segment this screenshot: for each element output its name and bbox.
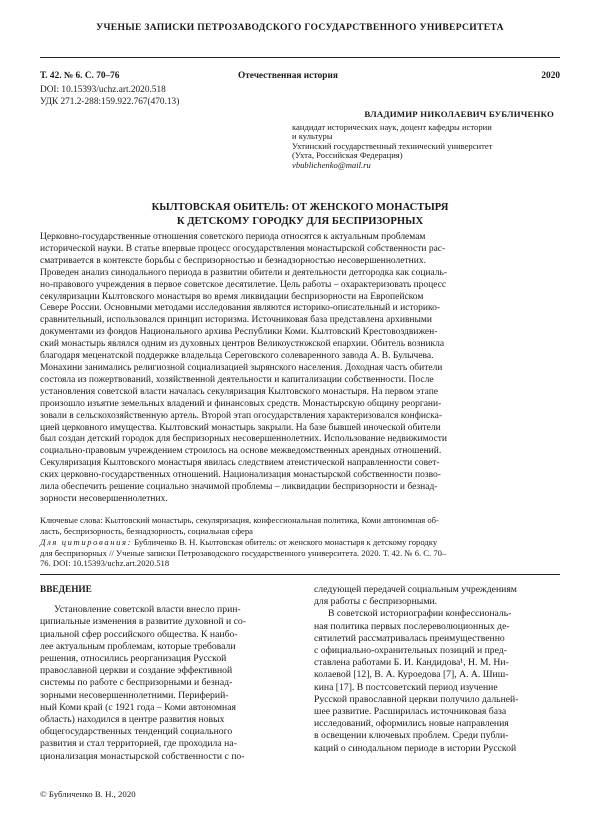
abstract-line: секуляризации Кылтовского монастыря во время ликвидации беспризорности на Европейском — [40, 291, 424, 302]
paragraph-line: лее актуальным проблемам, которые требовали — [40, 640, 236, 652]
abstract-line: зорности несовершеннолетних. — [40, 493, 168, 504]
abstract-line: исторической науки. В статье впервые процесс огосударствления монастырской собственности рас- — [40, 243, 446, 254]
paragraph-line: колаевой [12], В. А. Куроедова [7], А. А. Шиш- — [314, 669, 509, 681]
section-heading: ВВЕДЕНИЕ — [40, 585, 92, 595]
abstract-line: был создан детский городок для беспризорных несовершеннолетних. Использование недвижимости — [40, 434, 448, 445]
citation-text: Бубличенко В. Н. Кылтовская обитель: от женского монастыря к детскому городку — [132, 537, 438, 547]
affiliation-line: (Ухта, Российская Федерация) — [292, 150, 403, 161]
udk: УДК 271.2-288:159.922.767(470.13) — [40, 97, 180, 107]
abstract-line: цией церковного имущества. Кылтовский монастырь закрыли. На базе бывшей иноческой обители — [40, 422, 441, 433]
paragraph-line: ципиальные изменения в развитие духовной и со- — [40, 616, 246, 628]
paragraph-line: ставлена работами Б. И. Кандидова¹, Н. М. Ни- — [314, 657, 509, 669]
paragraph-line: ционализация монастырской собственности с по- — [40, 750, 245, 762]
paragraph-line: исследований, оформились новые направления — [314, 718, 509, 730]
abstract-line: но-правового учреждения в первое советское десятилетие. Цель работы – охарактеризовать процесс — [40, 279, 447, 290]
paragraph-line: для работы с беспризорными. — [314, 596, 438, 608]
citation-text: для беспризорных // Ученые записки Петрозаводского государственного университета. 2020. Т. 42. № 6. С. 70– — [40, 547, 447, 558]
volume-info: Т. 42. № 6. С. 70–76 — [40, 71, 120, 81]
paragraph-line: следующей передачей социальным учреждениям — [314, 584, 517, 595]
paragraph-line: каций о синодальном периоде в истории Русской — [314, 742, 517, 754]
paragraph-line: ный Коми край (с 1921 года – Коми автономная — [40, 701, 236, 713]
year: 2020 — [541, 71, 560, 81]
abstract-line: Проведен анализ синодального периода в развитии обители и деятельности детгородка как социаль- — [40, 267, 448, 278]
citation — [40, 537, 565, 569]
author-email[interactable]: vbublichenko@mail.ru — [292, 159, 371, 170]
abstract-line: Секуляризация Кылтовского монастыря явилась следствием атеистической направленности совет- — [40, 458, 440, 469]
paragraph-line: Русской православной церкви получило дальней- — [314, 693, 519, 705]
citation-label: Для цитирования: — [40, 537, 133, 547]
journal-title: УЧЕНЫЕ ЗАПИСКИ ПЕТРОЗАВОДСКОГО ГОСУДАРСТВЕННОГО УНИВЕРСИТЕТА — [96, 22, 504, 33]
paragraph-line: ная политика первых послереволюционных де- — [314, 620, 510, 632]
keywords-label: Ключевые слова: — [40, 515, 103, 525]
author-affiliation — [292, 123, 554, 171]
author-name: ВЛАДИМИР НИКОЛАЕВИЧ БУБЛИЧЕНКО — [364, 109, 554, 119]
doi: DOI: 10.15393/uchz.art.2020.518 — [40, 85, 166, 95]
abstract-line: ский монастырь являлся одним из духовных центров Великоустюжской епархии. Обитель возникла — [40, 339, 445, 350]
paragraph-line: сятилетий рассматривалась преимущественно — [314, 632, 505, 644]
abstract-line: зовали в сельскохозяйственную артель. Второй этап огосударствления характеризовался конфиска- — [40, 410, 443, 421]
keywords-text: ласть, беспризорность, безнадзорность, социальная сфера — [40, 525, 253, 536]
affiliation-line: и культуры — [292, 131, 333, 142]
paragraph-line: зорными несовершеннолетними. Периферий- — [40, 689, 229, 701]
paragraph-line: в освещении ключевых проблем. Среди публи- — [314, 730, 509, 742]
abstract-line: произошло изъятие земельных владений и финансовых средств. Монастырскую общину реоргани- — [40, 398, 442, 409]
paragraph-line: общегосударственных тенденций социального — [40, 726, 233, 738]
abstract-line: благодаря меценатской поддержке владельца Сереговского солеваренного завода А. В. Булычева. — [40, 351, 434, 362]
abstract-line: Монахини занимались религиозной социализацией зырянского населения. Доходная часть обители — [40, 362, 443, 373]
section-rule — [40, 574, 560, 575]
paragraph-line: шее развитие. Расширилась источниковая база — [314, 706, 507, 718]
author-block — [292, 110, 554, 171]
copyright: © Бубличенко В. Н., 2020 — [40, 789, 136, 799]
affiliation-line: кандидат исторических наук, доцент кафедры истории — [292, 121, 492, 132]
paragraph-line: с официально-охранительных позиций и пред- — [314, 645, 507, 657]
title-line: К ДЕТСКОМУ ГОРОДКУ ДЛЯ БЕСПРИЗОРНЫХ — [176, 215, 424, 227]
keywords — [40, 515, 560, 536]
citation-text: 76. DOI: 10.15393/uchz.art.2020.518 — [40, 558, 170, 568]
abstract-line: социально-правовым учреждением строилось на основе межведомственных арендных отношений. — [40, 446, 442, 457]
affiliation-line: Ухтинский государственный технический университет — [292, 140, 493, 151]
abstract-line: сравнительный, использовался принцип историзма. Источниковая база представлена архивными — [40, 315, 432, 326]
paragraph-line: православной церкви и создание эффективной — [40, 665, 233, 677]
section-name: Отечественная история — [238, 71, 338, 81]
paragraph-line: циальной сфер российского общества. К наибо- — [40, 628, 238, 640]
abstract-line: ских церковно-государственных отношений. Национализация монастырской собственности позво- — [40, 470, 441, 481]
paragraph-line: решения, относились реорганизация Русской — [40, 653, 227, 665]
abstract-line: документами из фондов Национального архива Республики Коми. Кылтовский Крестовоздвижен- — [40, 327, 438, 338]
abstract — [40, 232, 560, 506]
body-left-column — [40, 584, 286, 763]
title-line: КЫЛТОВСКАЯ ОБИТЕЛЬ: ОТ ЖЕНСКОГО МОНАСТЫРЯ — [151, 202, 449, 213]
abstract-line: состояла из пожертвований, хозяйственной деятельности и капитализации собственности. После — [40, 374, 434, 385]
abstract-line: установления советской власти началась секуляризация Кылтовского монастыря. На первом этапе — [40, 386, 439, 397]
abstract-line: лила обеспечить решение социально значимой проблемы – ликвидации беспризорности и безнад- — [40, 482, 438, 493]
paragraph-line: В советской историографии конфессиональ- — [328, 608, 512, 620]
abstract-line: сматривается в контексте борьбы с беспризорностью и безнадзорностью несовершеннолетних. — [40, 255, 426, 266]
paragraph-line: Установление советской власти внесло прин- — [54, 604, 241, 616]
body-right-column — [314, 584, 560, 755]
abstract-line: Церковно-государственные отношения советского периода относятся к актуальным проблемам — [40, 232, 426, 242]
header-rule — [40, 57, 560, 58]
article-title — [40, 201, 560, 228]
paragraph-line: область) находился в центре развития новых — [40, 714, 225, 726]
paragraph-line: кина [17]. В постсоветский период изучение — [314, 681, 498, 693]
keywords-text: Кылтовский монастырь, секуляризация, конфессиональная политика, Коми автономная об- — [102, 515, 439, 525]
paragraph-line: системы по работе с беспризорными и безнад- — [40, 677, 233, 689]
abstract-line: Севере России. Основными методами исследования являются историко-описательный и историко- — [40, 303, 441, 314]
paragraph-line: развития и стал территорией, где проходила на- — [40, 738, 237, 750]
